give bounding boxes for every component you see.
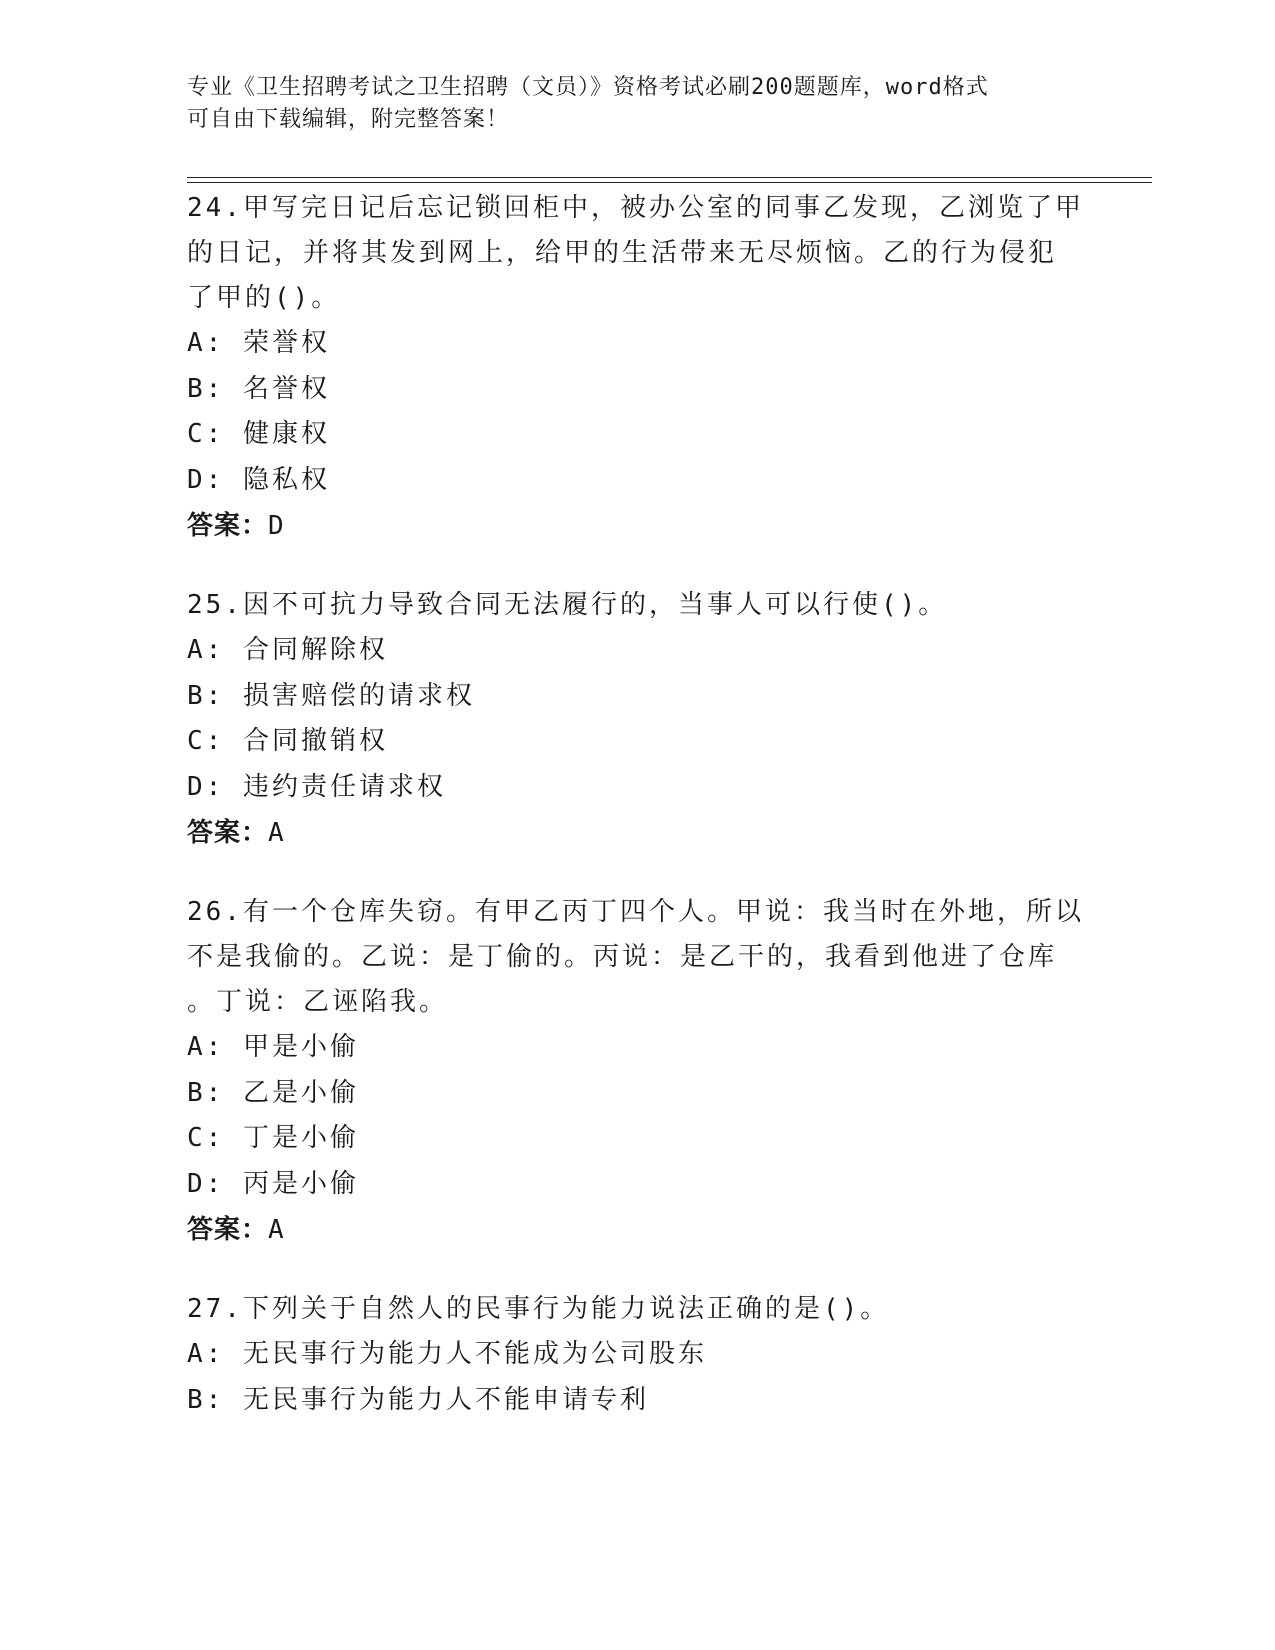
answer [187,1207,1087,1253]
question-stem-line: 27.下列关于自然人的民事行为能力说法正确的是()。 [187,1294,890,1324]
option-b: B: 损害赔偿的请求权 [187,680,475,711]
answer-value: A [268,818,285,848]
answer-value: D [268,511,285,541]
header-line-1: 专业《卫生招聘考试之卫生招聘（文员）》资格考试必刷200题题库，word格式 [187,75,989,100]
option-d: D: 隐私权 [187,464,330,495]
question-stem-line: 。丁说：乙诬陷我。 [187,987,449,1017]
option-b: B: 名誉权 [187,373,330,404]
answer [187,503,1087,549]
question-stem-line: 24.甲写完日记后忘记锁回柜中，被办公室的同事乙发现，乙浏览了甲 [187,193,1084,223]
option-b: B: 无民事行为能力人不能申请专利 [187,1384,649,1415]
option-d: D: 丙是小偷 [187,1168,359,1199]
option-c: C: 丁是小偷 [187,1123,359,1153]
option-c: C: 健康权 [187,419,330,449]
question-27 [187,1287,1087,1423]
document-header [187,72,1067,136]
option-a: A: 无民事行为能力人不能成为公司股东 [187,1339,707,1369]
header-rule-top [187,177,1152,178]
option-d: D: 违约责任请求权 [187,771,446,802]
option-a: A: 合同解除权 [187,635,388,665]
option-b: B: 乙是小偷 [187,1077,359,1108]
answer-value: A [268,1215,285,1245]
answer-label: 答案： [187,511,269,541]
question-stem-line: 了甲的()。 [187,283,341,313]
option-a: A: 甲是小偷 [187,1032,359,1062]
question-25 [187,583,1087,856]
question-stem-line: 25.因不可抗力导致合同无法履行的，当事人可以行使()。 [187,590,948,620]
header-line-2: 可自由下载编辑，附完整答案！ [187,107,510,132]
question-26 [187,890,1087,1253]
question-list [187,186,1087,1457]
answer-label: 答案： [187,1215,269,1245]
question-stem-line: 不是我偷的。乙说：是丁偷的。丙说：是乙干的，我看到他进了仓库 [187,942,1058,972]
answer-label: 答案： [187,818,269,848]
question-24 [187,186,1087,549]
header-rule-bottom [187,182,1152,183]
question-stem-line: 的日记，并将其发到网上，给甲的生活带来无尽烦恼。乙的行为侵犯 [187,238,1058,268]
answer [187,810,1087,856]
option-a: A: 荣誉权 [187,328,330,358]
option-c: C: 合同撤销权 [187,726,388,756]
question-stem-line: 26.有一个仓库失窃。有甲乙丙丁四个人。甲说：我当时在外地，所以 [187,897,1084,927]
